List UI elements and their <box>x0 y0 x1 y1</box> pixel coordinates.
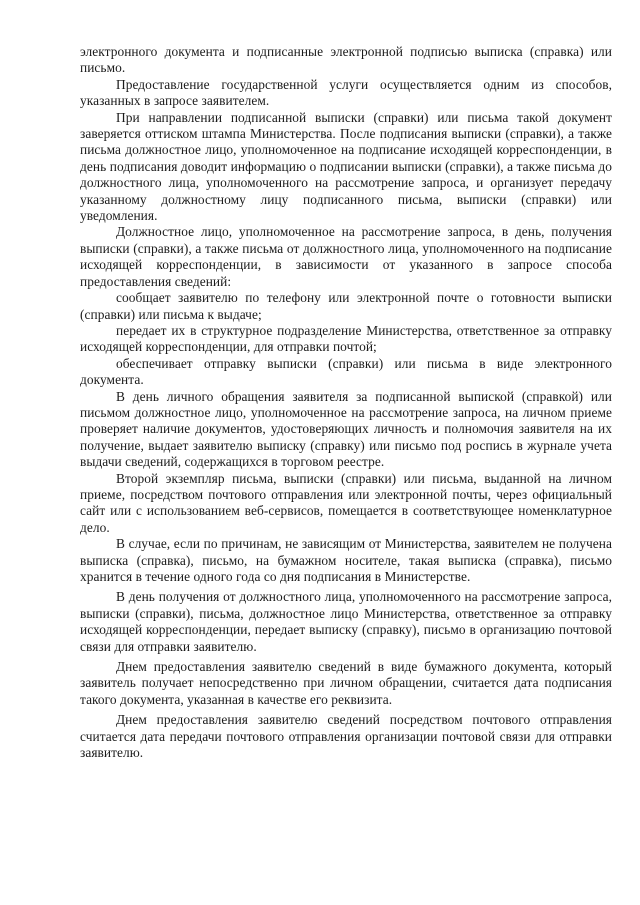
paragraph-12: Днем предоставления заявителю сведений в виде бумажного документа, который заявитель получает непосредственно при личном обращении, считается дата подписания такого документа, указанная в качестве его реквизита. <box>80 659 612 707</box>
paragraph-13: Днем предоставления заявителю сведений посредством почтового отправления считается дата передачи почтового отправления организации почтовой связи для отправки заявителю. <box>80 712 612 761</box>
paragraph-4: Должностное лицо, уполномоченное на рассмотрение запроса, в день, получения выписки (справки), а также письма от должностного лица, уполномоченного на подписание исходящей корреспонденции, в зависимости от указанного в запросе способа предоставления сведений: <box>80 224 612 289</box>
paragraph-11: В день получения от должностного лица, уполномоченного на рассмотрение запроса, выписки (справки), письма, должностное лицо Министерства, ответственное за отправку исходящей корреспонденции, передает выписку (справку), письмо в организацию почтовой связи для отправки заявителю. <box>80 589 612 654</box>
paragraph-2: Предоставление государственной услуги осуществляется одним из способов, указанных в запросе заявителем. <box>80 76 612 109</box>
paragraph-7: обеспечивает отправку выписки (справки) или письма в виде электронного документа. <box>80 355 612 388</box>
paragraph-9: Второй экземпляр письма, выписки (справки) или письма, выданной на личном приеме, посредством почтового отправления или электронной почты, через официальный сайт или с использованием веб-сервисов, помещается в соответствующее номенклатурное дело. <box>80 470 612 535</box>
document-body <box>80 44 612 761</box>
paragraph-5: сообщает заявителю по телефону или электронной почте о готовности выписки (справки) или письма к выдаче; <box>80 290 612 322</box>
paragraph-10: В случае, если по причинам, не зависящим от Министерства, заявителем не получена выписка (справка), письмо, на бумажном носителе, такая выписка (справка), письмо хранится в течение одного года со дня подписания в Министерстве. <box>80 536 612 584</box>
paragraph-1: электронного документа и подписанные электронной подписью выписка (справка) или письмо. <box>80 44 612 76</box>
paragraph-8: В день личного обращения заявителя за подписанной выпиской (справкой) или письмом должностное лицо, уполномоченное на рассмотрение запроса, на личном приеме проверяет наличие документов, удостоверяющих личность и полномочия заявителя на их получение, выдает заявителю выписку (справку) или письмо под роспись в журнале учета выдачи сведений, содержащихся в торговом реестре. <box>80 388 612 470</box>
paragraph-6: передает их в структурное подразделение Министерства, ответственное за отправку исходящей корреспонденции, для отправки почтой; <box>80 322 612 355</box>
paragraph-3: При направлении подписанной выписки (справки) или письма такой документ заверяется оттиском штампа Министерства. После подписания выписки (справки), а также письма должностное лицо, уполномоченное на подписание исходящей корреспонденции, в день подписания доводит информацию о подписании выписки (справки), а также письма до должностного лица, уполномоченного на рассмотрение запроса, и организует передачу указанному должностному лицу подписанного письма, выписки (справки) или уведомления. <box>80 109 612 224</box>
